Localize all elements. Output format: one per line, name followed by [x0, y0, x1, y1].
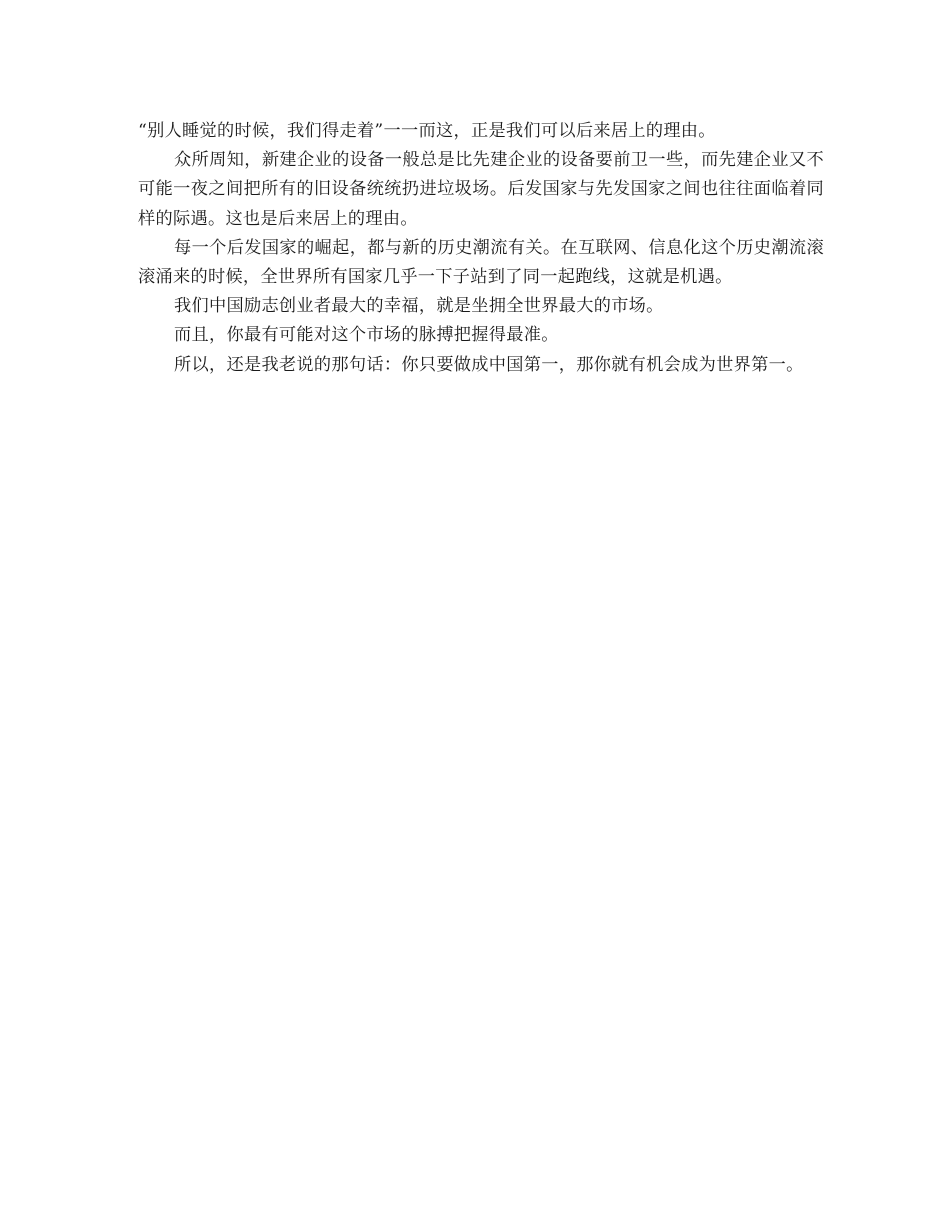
- document-body: [138, 117, 824, 380]
- paragraph-2: 众所周知，新建企业的设备一般总是比先建企业的设备要前卫一些，而先建企业又不可能一夜之间把所有的旧设备统统扔进垃圾场。后发国家与先发国家之间也往往面临着同样的际遇。这也是后来居上的理由。: [138, 150, 824, 229]
- paragraph-4: 我们中国励志创业者最大的幸福，就是坐拥全世界最大的市场。: [174, 296, 664, 317]
- paragraph-3: 每一个后发国家的崛起，都与新的历史潮流有关。在互联网、信息化这个历史潮流滚滚涌来的时候，全世界所有国家几乎一下子站到了同一起跑线，这就是机遇。: [138, 237, 824, 288]
- paragraph-5: 而且，你最有可能对这个市场的脉搏把握得最准。: [174, 325, 559, 346]
- paragraph-6: 所以，还是我老说的那句话：你只要做成中国第一，那你就有机会成为世界第一。: [174, 354, 804, 375]
- paragraph-1: “别人睡觉的时候，我们得走着”一一而这，正是我们可以后来居上的理由。: [138, 121, 716, 141]
